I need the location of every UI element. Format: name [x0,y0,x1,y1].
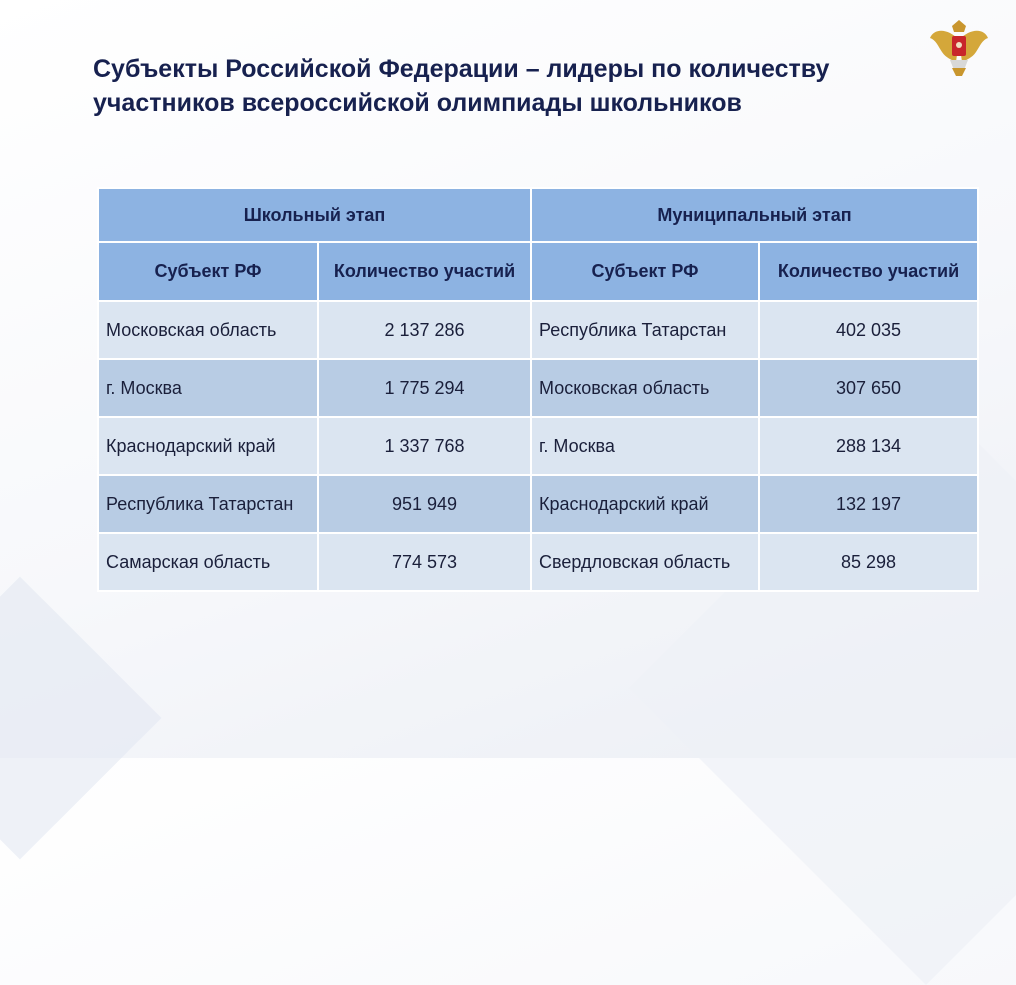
region-cell: Республика Татарстан [98,475,318,533]
count-cell: 951 949 [318,475,531,533]
column-header: Субъект РФ [531,242,759,301]
table-row [98,301,978,359]
background-decoration [0,577,161,860]
count-cell: 288 134 [759,417,978,475]
count-cell: 132 197 [759,475,978,533]
table-row [98,475,978,533]
count-cell: 2 137 286 [318,301,531,359]
table-row [98,533,978,591]
count-cell: 1 337 768 [318,417,531,475]
stage-header-school: Школьный этап [98,188,531,242]
region-cell: г. Москва [531,417,759,475]
column-header: Субъект РФ [98,242,318,301]
table-row [98,417,978,475]
table-row [98,359,978,417]
region-cell: Краснодарский край [98,417,318,475]
slide-title: Субъекты Российской Федерации – лидеры по количеству участников всероссийской олимпиады школьников [93,55,830,117]
stage-header-municipal: Муниципальный этап [531,188,978,242]
column-header: Количество участий [318,242,531,301]
count-cell: 1 775 294 [318,359,531,417]
count-cell: 402 035 [759,301,978,359]
region-cell: Московская область [98,301,318,359]
region-cell: Самарская область [98,533,318,591]
column-header: Количество участий [759,242,978,301]
count-cell: 307 650 [759,359,978,417]
leaders-table [97,187,979,592]
region-cell: Московская область [531,359,759,417]
emblem-icon [928,18,990,78]
count-cell: 85 298 [759,533,978,591]
count-cell: 774 573 [318,533,531,591]
region-cell: Республика Татарстан [531,301,759,359]
region-cell: Свердловская область [531,533,759,591]
region-cell: г. Москва [98,359,318,417]
region-cell: Краснодарский край [531,475,759,533]
